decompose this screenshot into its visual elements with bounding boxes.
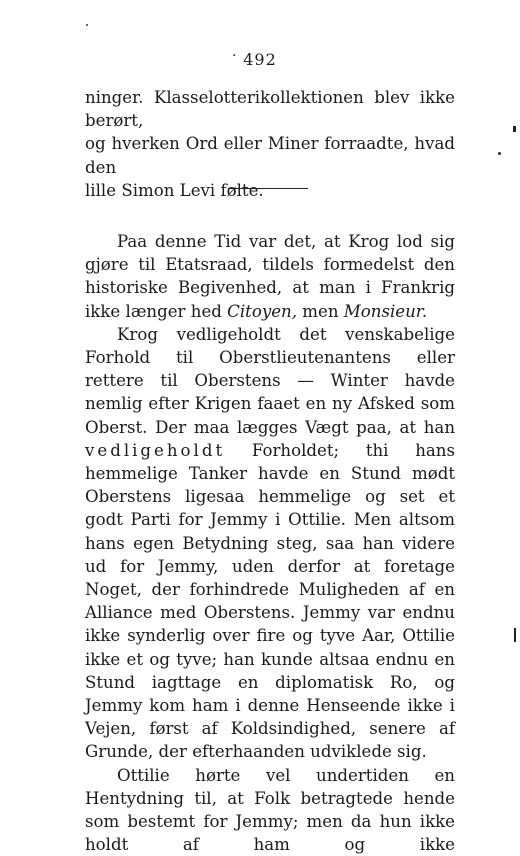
top-paragraph-line-1: ninger. Klasselotterikollektionen blev ikke berørt, [85, 88, 455, 131]
paragraph-1-text-b: men [297, 301, 344, 321]
top-paragraph-line-2: og hverken Ord eller Miner forraadte, hvad den [85, 134, 455, 177]
paragraph-2-text-b: Forholdet; thi hans hemmelige Tanker havde en Stund mødt Oberstens ligesaa hemmelige og set et godt Parti for Jemmy i Ottilie. Men altsom hans egen Betydning steg, saa han videre ud for Jemmy, uden derfor at foretage Noget, der forhindrede Muligheden af en Alliance med Oberstens. Jemmy var endnu ikke synderlig over fire og tyve Aar, Ottilie ikke et og tyve; han kunde altsaa endnu en Stund iagttage en diplomatisk Ro, og Jemmy kom ham i denne Henseende ikke i Vejen, først af Koldsindighed, senere af Grunde, der efterhaanden udviklede sig. [85, 440, 455, 762]
main-text [85, 230, 455, 856]
paragraph-2 [85, 323, 455, 764]
edge-mark [514, 628, 516, 642]
paragraph-1-italic-monsieur: Monsieur. [343, 301, 428, 321]
top-paragraph [85, 86, 455, 202]
paragraph-3: Ottilie hørte vel undertiden en Hentydning til, at Folk betragtede hende som bestemt for Jemmy; men da hun ikke holdt af ham og ikke [85, 765, 455, 855]
paragraph-1-text-a: Paa denne Tid var det, at Krog lod sig gjøre til Etatsraad, tildels formedelst den historiske Begivenhed, at man i Frankrig ikke længer hed [85, 232, 455, 321]
print-speck [498, 152, 501, 155]
print-speck [86, 24, 88, 26]
paragraph-2-spaced-word: vedligeholdt [85, 440, 226, 460]
edge-mark [513, 126, 516, 132]
top-paragraph-line-3: lille Simon Levi følte. [85, 180, 264, 200]
page-number-text: 492 [243, 50, 277, 69]
section-divider-rule [228, 188, 308, 189]
paragraph-1 [85, 230, 455, 323]
paragraph-1-italic-citoyen: Citoyen, [227, 301, 297, 321]
page-number [0, 50, 520, 69]
paragraph-2-text-a: Krog vedligeholdt det venskabelige Forhold til Oberstlieutenantens eller rettere til Oberstens — Winter havde nemlig efter Krigen faaet en ny Afsked som Oberst. Der maa lægges Vægt paa, at han [85, 324, 455, 437]
page-number-dot: · [232, 48, 238, 64]
